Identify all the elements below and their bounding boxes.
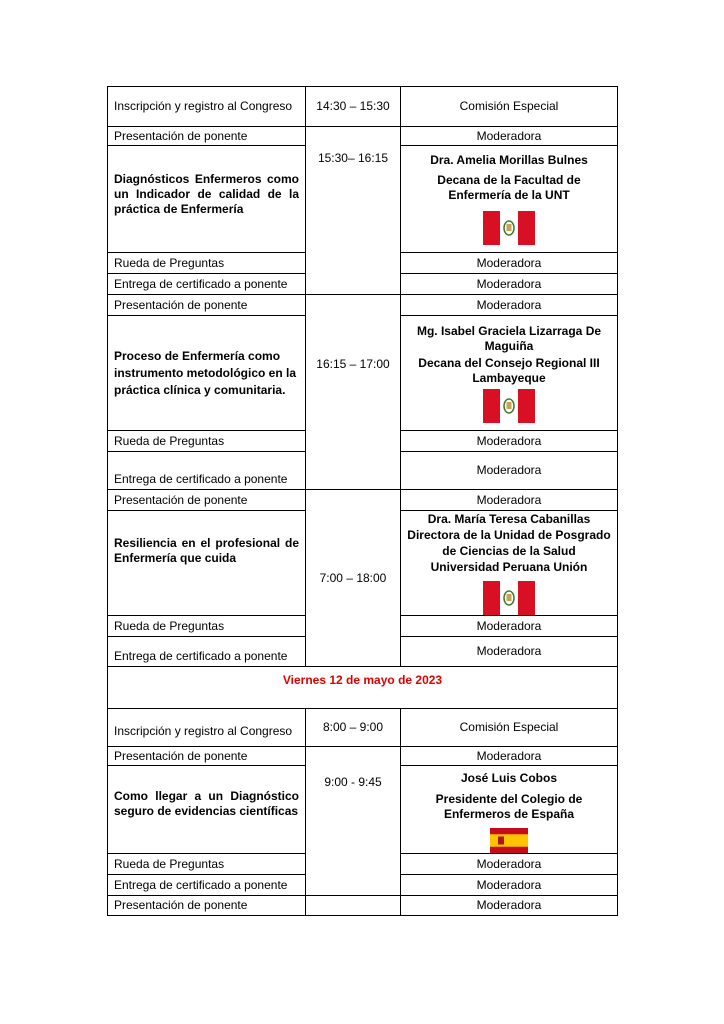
speaker-cell	[401, 511, 618, 616]
time-cell: 7:00 – 18:00	[306, 490, 401, 667]
table-row	[108, 87, 618, 127]
responsible-cell: Moderadora	[401, 253, 618, 274]
activity-cell: Entrega de certificado a ponente	[108, 452, 306, 490]
speaker-role: Universidad Peruana Unión	[430, 560, 588, 574]
activity-cell: Entrega de certificado a ponente	[108, 637, 306, 667]
responsible-cell: Moderadora	[401, 490, 618, 511]
time-cell: 15:30– 16:15	[306, 127, 401, 295]
responsible-cell: Comisión Especial	[401, 87, 618, 127]
day-header: Viernes 12 de mayo de 2023	[108, 667, 618, 709]
time-cell: 9:00 - 9:45	[306, 747, 401, 896]
peru-flag-icon	[483, 389, 535, 423]
activity-cell: Rueda de Preguntas	[108, 854, 306, 875]
activity-cell: Inscripción y registro al Congreso	[108, 709, 306, 747]
responsible-cell: Moderadora	[401, 295, 618, 316]
table-row	[108, 667, 618, 709]
responsible-cell: Moderadora	[401, 637, 618, 667]
responsible-cell: Moderadora	[401, 452, 618, 490]
activity-cell: Rueda de Preguntas	[108, 253, 306, 274]
time-cell: 8:00 – 9:00	[306, 709, 401, 747]
responsible-cell: Moderadora	[401, 747, 618, 766]
responsible-cell: Moderadora	[401, 896, 618, 916]
table-row	[108, 295, 618, 316]
speaker-role: Directora de la Unidad de Posgrado	[407, 528, 611, 542]
activity-cell: Presentación de ponente	[108, 896, 306, 916]
time-cell	[306, 896, 401, 916]
speaker-role: Enfermeros de España	[443, 806, 575, 821]
peru-flag-icon	[483, 581, 535, 615]
responsible-cell: Comisión Especial	[401, 709, 618, 747]
responsible-cell: Moderadora	[401, 875, 618, 896]
peru-flag-icon	[483, 211, 535, 245]
activity-cell: Entrega de certificado a ponente	[108, 875, 306, 896]
table-row	[108, 709, 618, 747]
speaker-role: de Ciencias de la Salud	[442, 544, 576, 558]
table-row	[108, 490, 618, 511]
speaker-cell	[401, 766, 618, 854]
speaker-role: Lambayeque	[472, 370, 546, 385]
talk-title: Como llegar a un Diagnóstico seguro de evidencias científicas	[108, 766, 306, 854]
activity-cell: Rueda de Preguntas	[108, 616, 306, 637]
table-row	[108, 127, 618, 146]
spain-flag-icon	[490, 828, 528, 853]
speaker-name: Dra. María Teresa Cabanillas	[427, 512, 591, 526]
activity-cell: Presentación de ponente	[108, 490, 306, 511]
activity-cell: Presentación de ponente	[108, 127, 306, 146]
activity-cell: Inscripción y registro al Congreso	[108, 87, 306, 127]
speaker-cell	[401, 316, 618, 431]
responsible-cell: Moderadora	[401, 616, 618, 637]
speaker-role: Presidente del Colegio de	[435, 791, 583, 806]
time-cell: 14:30 – 15:30	[306, 87, 401, 127]
activity-cell: Presentación de ponente	[108, 295, 306, 316]
responsible-cell: Moderadora	[401, 274, 618, 295]
activity-cell: Presentación de ponente	[108, 747, 306, 766]
schedule-table	[107, 86, 618, 916]
time-cell: 16:15 – 17:00	[306, 295, 401, 490]
talk-title: Diagnósticos Enfermeros como un Indicador de calidad de la práctica de Enfermería	[108, 146, 306, 253]
activity-cell: Rueda de Preguntas	[108, 431, 306, 452]
speaker-role: Decana de la Facultad de	[437, 173, 581, 187]
speaker-name: Mg. Isabel Graciela Lizarraga De Maguiña	[416, 323, 602, 353]
activity-cell: Entrega de certificado a ponente	[108, 274, 306, 295]
responsible-cell: Moderadora	[401, 854, 618, 875]
responsible-cell: Moderadora	[401, 431, 618, 452]
speaker-cell	[401, 146, 618, 253]
responsible-cell: Moderadora	[401, 127, 618, 146]
speaker-role: Decana del Consejo Regional III	[418, 355, 600, 370]
talk-title: Proceso de Enfermería como instrumento metodológico en la práctica clínica y comunitaria.	[108, 316, 306, 431]
speaker-role: Enfermería de la UNT	[448, 188, 570, 202]
speaker-name: Dra. Amelia Morillas Bulnes	[430, 153, 588, 167]
table-row	[108, 747, 618, 766]
speaker-name: José Luis Cobos	[460, 770, 558, 785]
table-row	[108, 896, 618, 916]
talk-title: Resiliencia en el profesional de Enfermería que cuida	[108, 511, 306, 616]
